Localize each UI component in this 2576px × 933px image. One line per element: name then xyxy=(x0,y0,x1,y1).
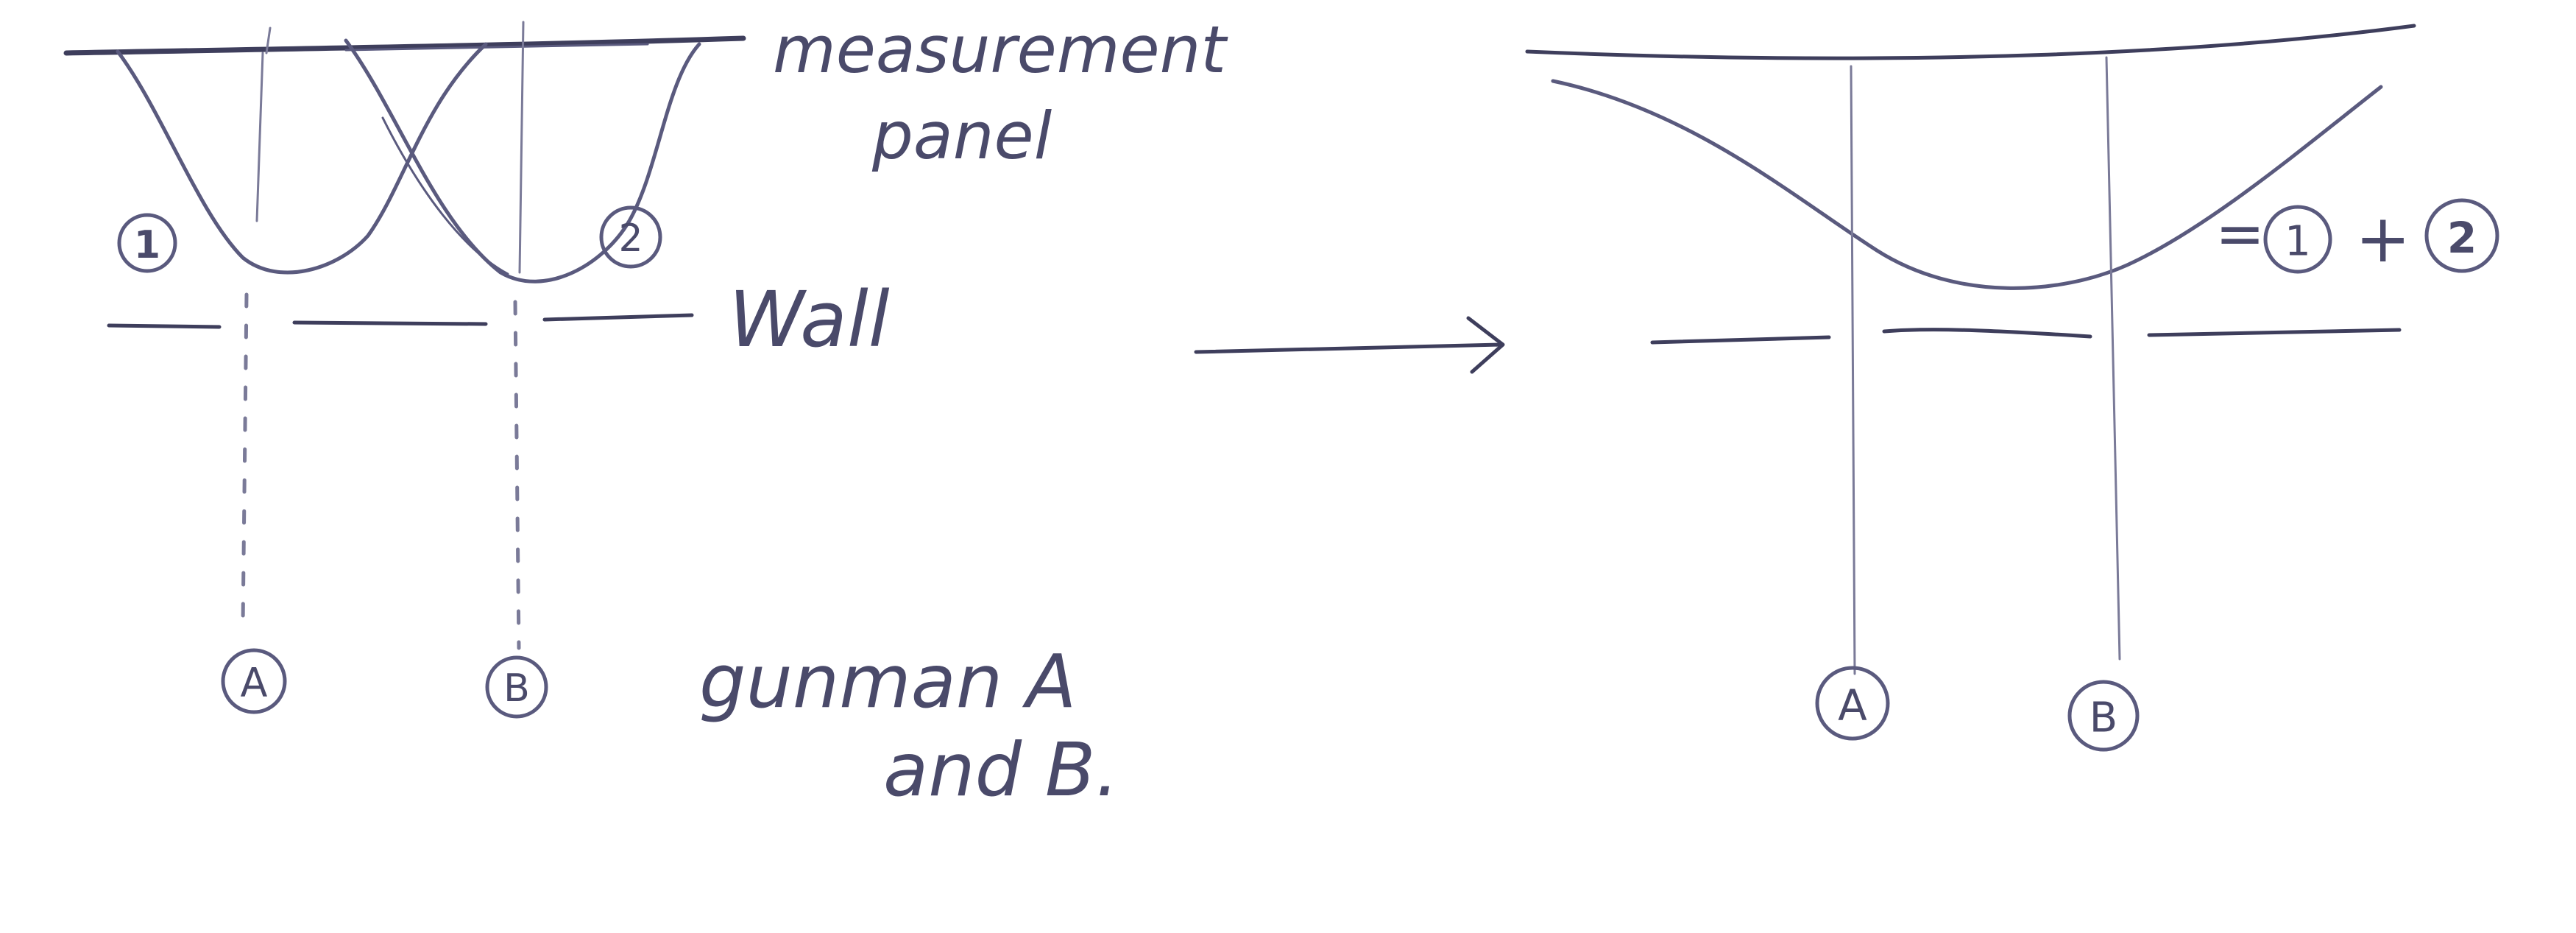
gunman-label-line2: and B. xyxy=(883,727,1119,813)
equation-plus: + xyxy=(2355,200,2411,278)
left-curve-1-marker-label: 1 xyxy=(133,223,161,267)
gunman-label-line1: gunman A xyxy=(699,638,1077,725)
right-gunman-a-line xyxy=(1851,66,1855,674)
right-gunman-b-marker xyxy=(2070,682,2137,750)
left-panel xyxy=(66,12,1228,813)
left-curve-2-marker-label: 2 xyxy=(618,216,643,261)
wall-label: Wall xyxy=(729,275,890,365)
transition-arrow xyxy=(1196,318,1503,372)
superposition-equation xyxy=(2215,200,2497,278)
left-gunman-a-dashed-path xyxy=(243,295,247,626)
right-gunman-a-marker-label: A xyxy=(1838,680,1867,730)
left-gunman-b-dashed-path xyxy=(515,302,519,648)
equation-term-2-label: 2 xyxy=(2446,213,2477,263)
left-measurement-panel-line xyxy=(66,38,743,53)
right-wall-segment-3 xyxy=(2149,330,2399,335)
left-tick-b-line xyxy=(520,22,523,272)
left-curve-1-marker xyxy=(119,215,175,271)
transition-arrow-shaft xyxy=(1196,345,1501,352)
right-measurement-panel-line xyxy=(1527,26,2414,58)
left-gunman-a-marker xyxy=(223,650,285,712)
right-gunman-b-line xyxy=(2106,57,2120,659)
left-wall-segment-2 xyxy=(294,323,486,324)
right-gunman-b-marker-label: B xyxy=(2089,694,2118,742)
left-curve-2-overstroke xyxy=(383,118,508,274)
left-tick-a-line xyxy=(257,53,263,221)
left-gunman-b-marker xyxy=(487,658,546,717)
measurement-panel-label-line2: panel xyxy=(872,98,1052,174)
right-panel xyxy=(1527,26,2497,750)
equation-term-1-label: 1 xyxy=(2285,217,2311,266)
left-wall-segment-3 xyxy=(545,315,692,320)
left-curve-2-marker xyxy=(601,208,660,267)
equation-equals: = xyxy=(2215,200,2265,268)
left-wall-segment-1 xyxy=(109,325,219,327)
right-wall-segment-2 xyxy=(1884,330,2090,337)
measurement-panel-label-line1: measurement xyxy=(773,12,1226,88)
left-gunman-b-marker-label: B xyxy=(503,666,530,711)
right-wall-segment-1 xyxy=(1652,337,1829,342)
right-gunman-a-marker xyxy=(1817,668,1888,739)
left-gunman-a-marker-label: A xyxy=(240,659,268,706)
